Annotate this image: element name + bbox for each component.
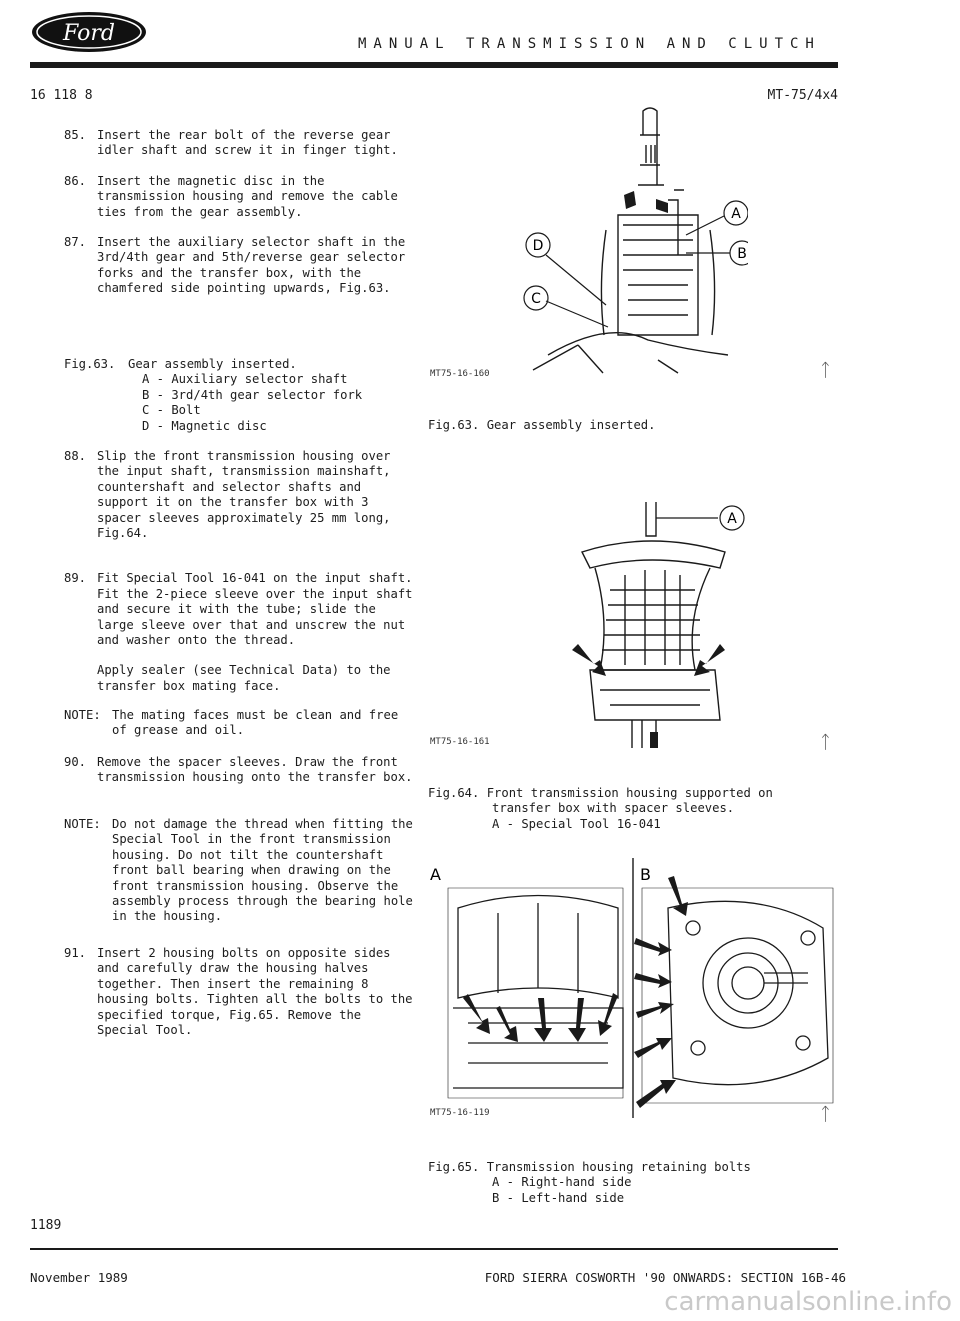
fig65-label-a: A xyxy=(430,865,441,884)
section-title: MANUAL TRANSMISSION AND CLUTCH xyxy=(358,36,821,52)
footer-rule xyxy=(30,1248,838,1250)
doc-code-right: MT-75/4x4 xyxy=(767,88,838,103)
step-88: 88. Slip the front transmission housing over the input shaft, transmission mainshaft, countershaft and selector shafts and support it on the transfer box with 3 spacer sleeves approximately 25 mm long, Fig.64. xyxy=(64,449,391,541)
footer-date: November 1989 xyxy=(30,1270,128,1285)
header-rule xyxy=(30,62,838,68)
margin-tick: ᛏ xyxy=(820,1104,831,1125)
note-2: NOTE: Do not damage the thread when fitting the Special Tool in the front transmission housing. Do not tilt the countershaft front ball bearing when drawing on the front transmission housing. Observe the assembly process through the bearing hole in the housing. xyxy=(64,817,413,924)
step-89: 89. Fit Special Tool 16-041 on the input shaft. Fit the 2-piece sleeve over the input shaft and secure it with the tube; slide the large sleeve over that and unscrew the nut and washer onto the thread. xyxy=(64,571,413,648)
watermark: carmanualsonline.info xyxy=(664,1287,952,1317)
note-1: NOTE: The mating faces must be clean and free of grease and oil. xyxy=(64,708,399,738)
fig63-callout-c: C xyxy=(531,291,541,307)
ford-logo-text: Ford xyxy=(63,21,115,46)
fig63-gear-assembly-image xyxy=(428,105,748,385)
fig65-housing-bolts-image xyxy=(428,858,838,1128)
step-85: 85. Insert the rear bolt of the reverse gear idler shaft and screw it in finger tight. xyxy=(64,128,398,158)
step-91: 91. Insert 2 housing bolts on opposite sides and carefully draw the housing halves together. Then insert the remaining 8 housing bolts. Tighten all the bolts to the specified torque, Fig.65. Remove the Special Tool. xyxy=(64,946,413,1038)
fig63-caption: Fig.63. Gear assembly inserted. xyxy=(428,418,656,432)
fig64-caption: Fig.64. Front transmission housing supported on transfer box with spacer sleeves. A - Special Tool 16-041 xyxy=(428,786,773,831)
steps-88-89 xyxy=(64,449,414,694)
page-number: 1189 xyxy=(30,1218,62,1233)
fig65-code: MT75-16-119 xyxy=(430,1108,490,1118)
ford-logo xyxy=(30,10,148,54)
steps-85-87 xyxy=(64,128,414,297)
step-89-sealer: Apply sealer (see Technical Data) to the transfer box mating face. xyxy=(97,663,391,693)
fig63-callout-d: D xyxy=(532,238,544,254)
fig63-legend: Fig.63. Gear assembly inserted. A - Auxiliary selector shaft B - 3rd/4th gear selector fork C - Bolt D - Magnetic disc xyxy=(64,357,363,433)
step-86: 86. Insert the magnetic disc in the transmission housing and remove the cable ties from the gear assembly. xyxy=(64,173,398,219)
fig65-caption: Fig.65. Transmission housing retaining bolts A - Right-hand side B - Left-hand side xyxy=(428,1160,751,1205)
fig63-callout-a: A xyxy=(731,206,741,222)
margin-tick: ᛏ xyxy=(820,732,831,753)
footer-source: FORD SIERRA COSWORTH '90 ONWARDS: SECTION 16B-46 xyxy=(484,1270,846,1285)
fig64-code: MT75-16-161 xyxy=(430,737,490,747)
fig64-callout-a: A xyxy=(727,511,737,527)
margin-tick: ᛏ xyxy=(820,360,831,381)
step-87: 87. Insert the auxiliary selector shaft in the 3rd/4th gear and 5th/reverse gear selector forks and the transfer box, with the chamfered side pointing upwards, Fig.63. xyxy=(64,235,406,296)
fig63-callout-b: B xyxy=(737,246,747,262)
fig63-code: MT75-16-160 xyxy=(430,369,490,379)
fig64-housing-image xyxy=(570,500,770,750)
step-90: 90. Remove the spacer sleeves. Draw the front transmission housing onto the transfer box. xyxy=(64,755,413,785)
fig65-label-b: B xyxy=(640,865,651,884)
doc-code-left: 16 118 8 xyxy=(30,88,93,103)
